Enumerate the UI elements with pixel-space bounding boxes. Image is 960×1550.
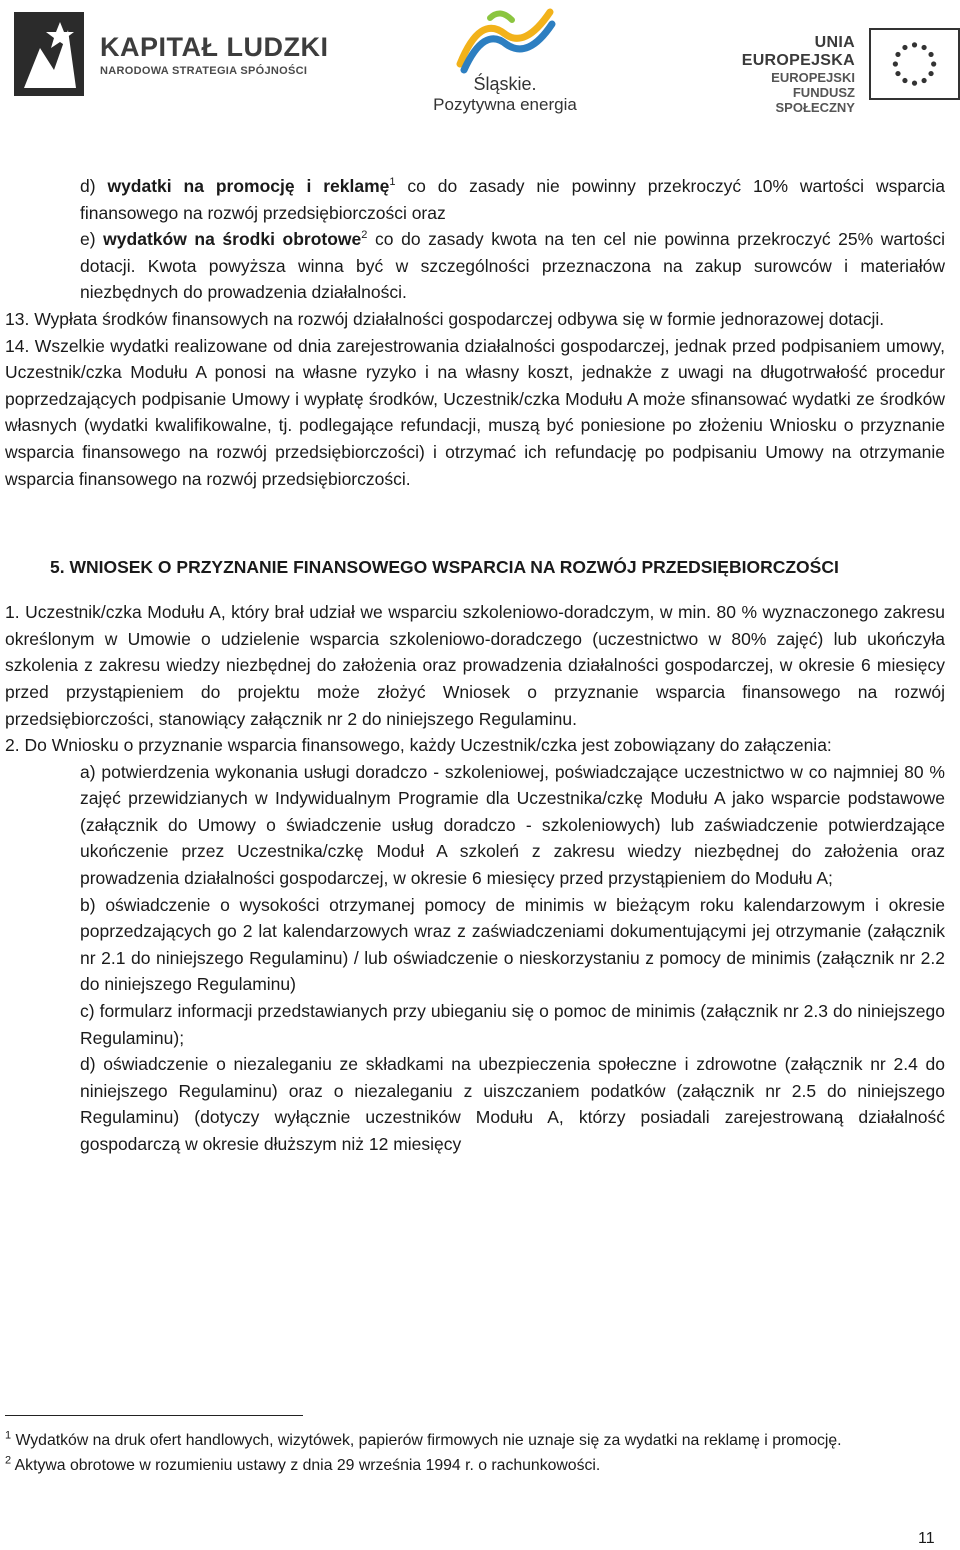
footnote-separator bbox=[5, 1415, 303, 1416]
kapital-ludzki-subtitle: NARODOWA STRATEGIA SPÓJNOŚCI bbox=[100, 64, 308, 77]
attachment-b: b) oświadczenie o wysokości otrzymanej pomocy de minimis w bieżącym roku kalendarzowym i okresie poprzedzających go 2 lat kalendarzowych wraz z zaświadczeniami dokumentującymi jej otrzymanie (załącznik nr 2.1 do niniejszego Regulaminu) / lub oświadczenie o nieskorzystaniu z pomocy de minimis (załącznik nr 2.2 do niniejszego Regulaminu) bbox=[80, 894, 945, 995]
item-d-bold: wydatki na promocję i reklamę bbox=[107, 176, 390, 196]
paragraph-13: 13. Wypłata środków finansowych na rozwój działalności gospodarczej odbywa się w formie jednorazowej dotacji. bbox=[5, 308, 885, 329]
section-point-2: 2. Do Wniosku o przyznanie wsparcia finansowego, każdy Uczestnik/czka jest zobowiązany do załączenia: bbox=[5, 735, 832, 756]
paragraph-14: 14. Wszelkie wydatki realizowane od dnia zarejestrowania działalności gospodarczej, jednak przed podpisaniem umowy, Uczestnik/czka Modułu A ponosi na własne ryzyko i na własny koszt, jednakże z uwagi na długotrwałość procedur poprzedzających podpisanie Umowy i wypłatę środków, Uczestnik/czka Modułu A może sfinansować wydatki ze środków własnych (wydatki kwalifikowalne, tj. podlegające refundacji, muszą być poniesione po złożeniu Wniosku o przyznanie wsparcia finansowego na rozwój przedsiębiorczości) i otrzymać ich refundację po podpisaniu Umowy na otrzymanie wsparcia finansowego na rozwój przedsiębiorczości. bbox=[5, 335, 945, 489]
section-point-1: 1. Uczestnik/czka Modułu A, który brał udział we wsparciu szkoleniowo-doradczym, w min. 80 % wyznaczonego zakresu określonym w Umowie o udzielenie wsparcia szkoleniowo-doradczego (uczestnictwo w 80% zajęć) lub ukończyła szkolenia z zakresu wiedzy niezbędnej do założenia oraz prowadzenia działalności gospodarczej, w okresie 6 miesięcy przed przystąpieniem do projektu może złożyć Wniosek o przyznanie wsparcia finansowego na rozwój przedsiębiorczości, stanowiący załącznik nr 2 do niniejszego Regulaminu. bbox=[5, 602, 945, 729]
attachment-d: d) oświadczenie o niezaleganiu ze składkami na ubezpieczenia społeczne i zdrowotne (załącznik nr 2.4 do niniejszego Regulaminu) oraz o niezaleganiu z uiszczaniem podatków (załącznik nr 2.5 do niniejszego Regulaminu) (dotyczy wyłącznie uczestników Modułu A, którzy posiadali zarejestrowaną działalność gospodarczą w okresie dłuższym niż 12 miesięcy bbox=[80, 1054, 945, 1154]
eu-logo bbox=[712, 28, 960, 115]
item-e: e) wydatków na środki obrotowe$^2$ co do zasady kwota na ten cel nie powinna przekroczyć 25% wartości dotacji. Kwota powyższa winna być w szczególności przeznaczona na zakup surowców i materiałów niezbędnych do prowadzenia działalności. bbox=[80, 229, 945, 303]
attachment-a: a) potwierdzenia wykonania usługi doradczo - szkoleniowej, poświadczające uczestnictwo w co najmniej 80 % zajęć przewidzianych w Indywidualnym Programie dla Uczestnika/czkę Modułu A jako wsparcie podstawowe (załącznik do Umowy o świadczenie usług doradczo - szkoleniowych) lub zaświadczenie potwierdzające ukończenie przez Uczestnika/czkę Moduł A szkoleń z zakresu wiedzy niezbędnej do założenia oraz prowadzenia działalności gospodarczej, w okresie 6 miesięcy przed przystąpieniem do Modułu A; bbox=[80, 761, 945, 889]
item-e-bold: wydatków na środki obrotowe bbox=[103, 229, 362, 250]
document-body bbox=[5, 173, 945, 1158]
page-header bbox=[0, 0, 960, 130]
footnote-ref-2[interactable]: 2 bbox=[361, 229, 368, 242]
eu-flag-icon bbox=[869, 28, 960, 100]
slaskie-emblem-icon bbox=[450, 4, 560, 74]
section-heading: 5. WNIOSEK O PRZYZNANIE FINANSOWEGO WSPARCIA NA ROZWÓJ PRZEDSIĘBIORCZOŚCI bbox=[50, 557, 839, 578]
slaskie-logo bbox=[420, 4, 590, 115]
footnote-2: $^2$ Aktywa obrotowe w rozumieniu ustawy z dnia 29 września 1994 r. o rachunkowości. bbox=[5, 1454, 601, 1474]
footnote-1: $^1$ Wydatków na druk ofert handlowych, wizytówek, papierów firmowych nie uznaje się za wydatki na reklamę i promocję. bbox=[5, 1429, 842, 1449]
slaskie-tagline: Pozytywna energia bbox=[433, 95, 577, 114]
eu-line2: EUROPEJSKI bbox=[771, 70, 855, 85]
footnotes bbox=[5, 1428, 945, 1478]
attachment-c: c) formularz informacji przedstawianych przy ubieganiu się o pomoc de minimis (załącznik nr 2.3 do niniejszego Regulaminu); bbox=[80, 1001, 945, 1048]
page-number: 11 bbox=[918, 1530, 935, 1547]
eu-line1: UNIA EUROPEJSKA bbox=[741, 34, 855, 69]
kapital-ludzki-logo bbox=[10, 8, 328, 100]
footnote-ref-1[interactable]: 1 bbox=[389, 176, 396, 189]
kapital-ludzki-title: KAPITAŁ LUDZKI bbox=[100, 31, 329, 62]
slaskie-name: Śląskie. bbox=[473, 74, 537, 94]
kapital-ludzki-emblem-icon bbox=[10, 8, 88, 100]
item-d: d) wydatki na promocję i reklamę$^1$ co do zasady nie powinny przekroczyć 10% wartości wsparcia finansowego na rozwój przedsiębiorczości oraz bbox=[80, 176, 946, 223]
eu-line3: FUNDUSZ SPOŁECZNY bbox=[775, 85, 855, 115]
